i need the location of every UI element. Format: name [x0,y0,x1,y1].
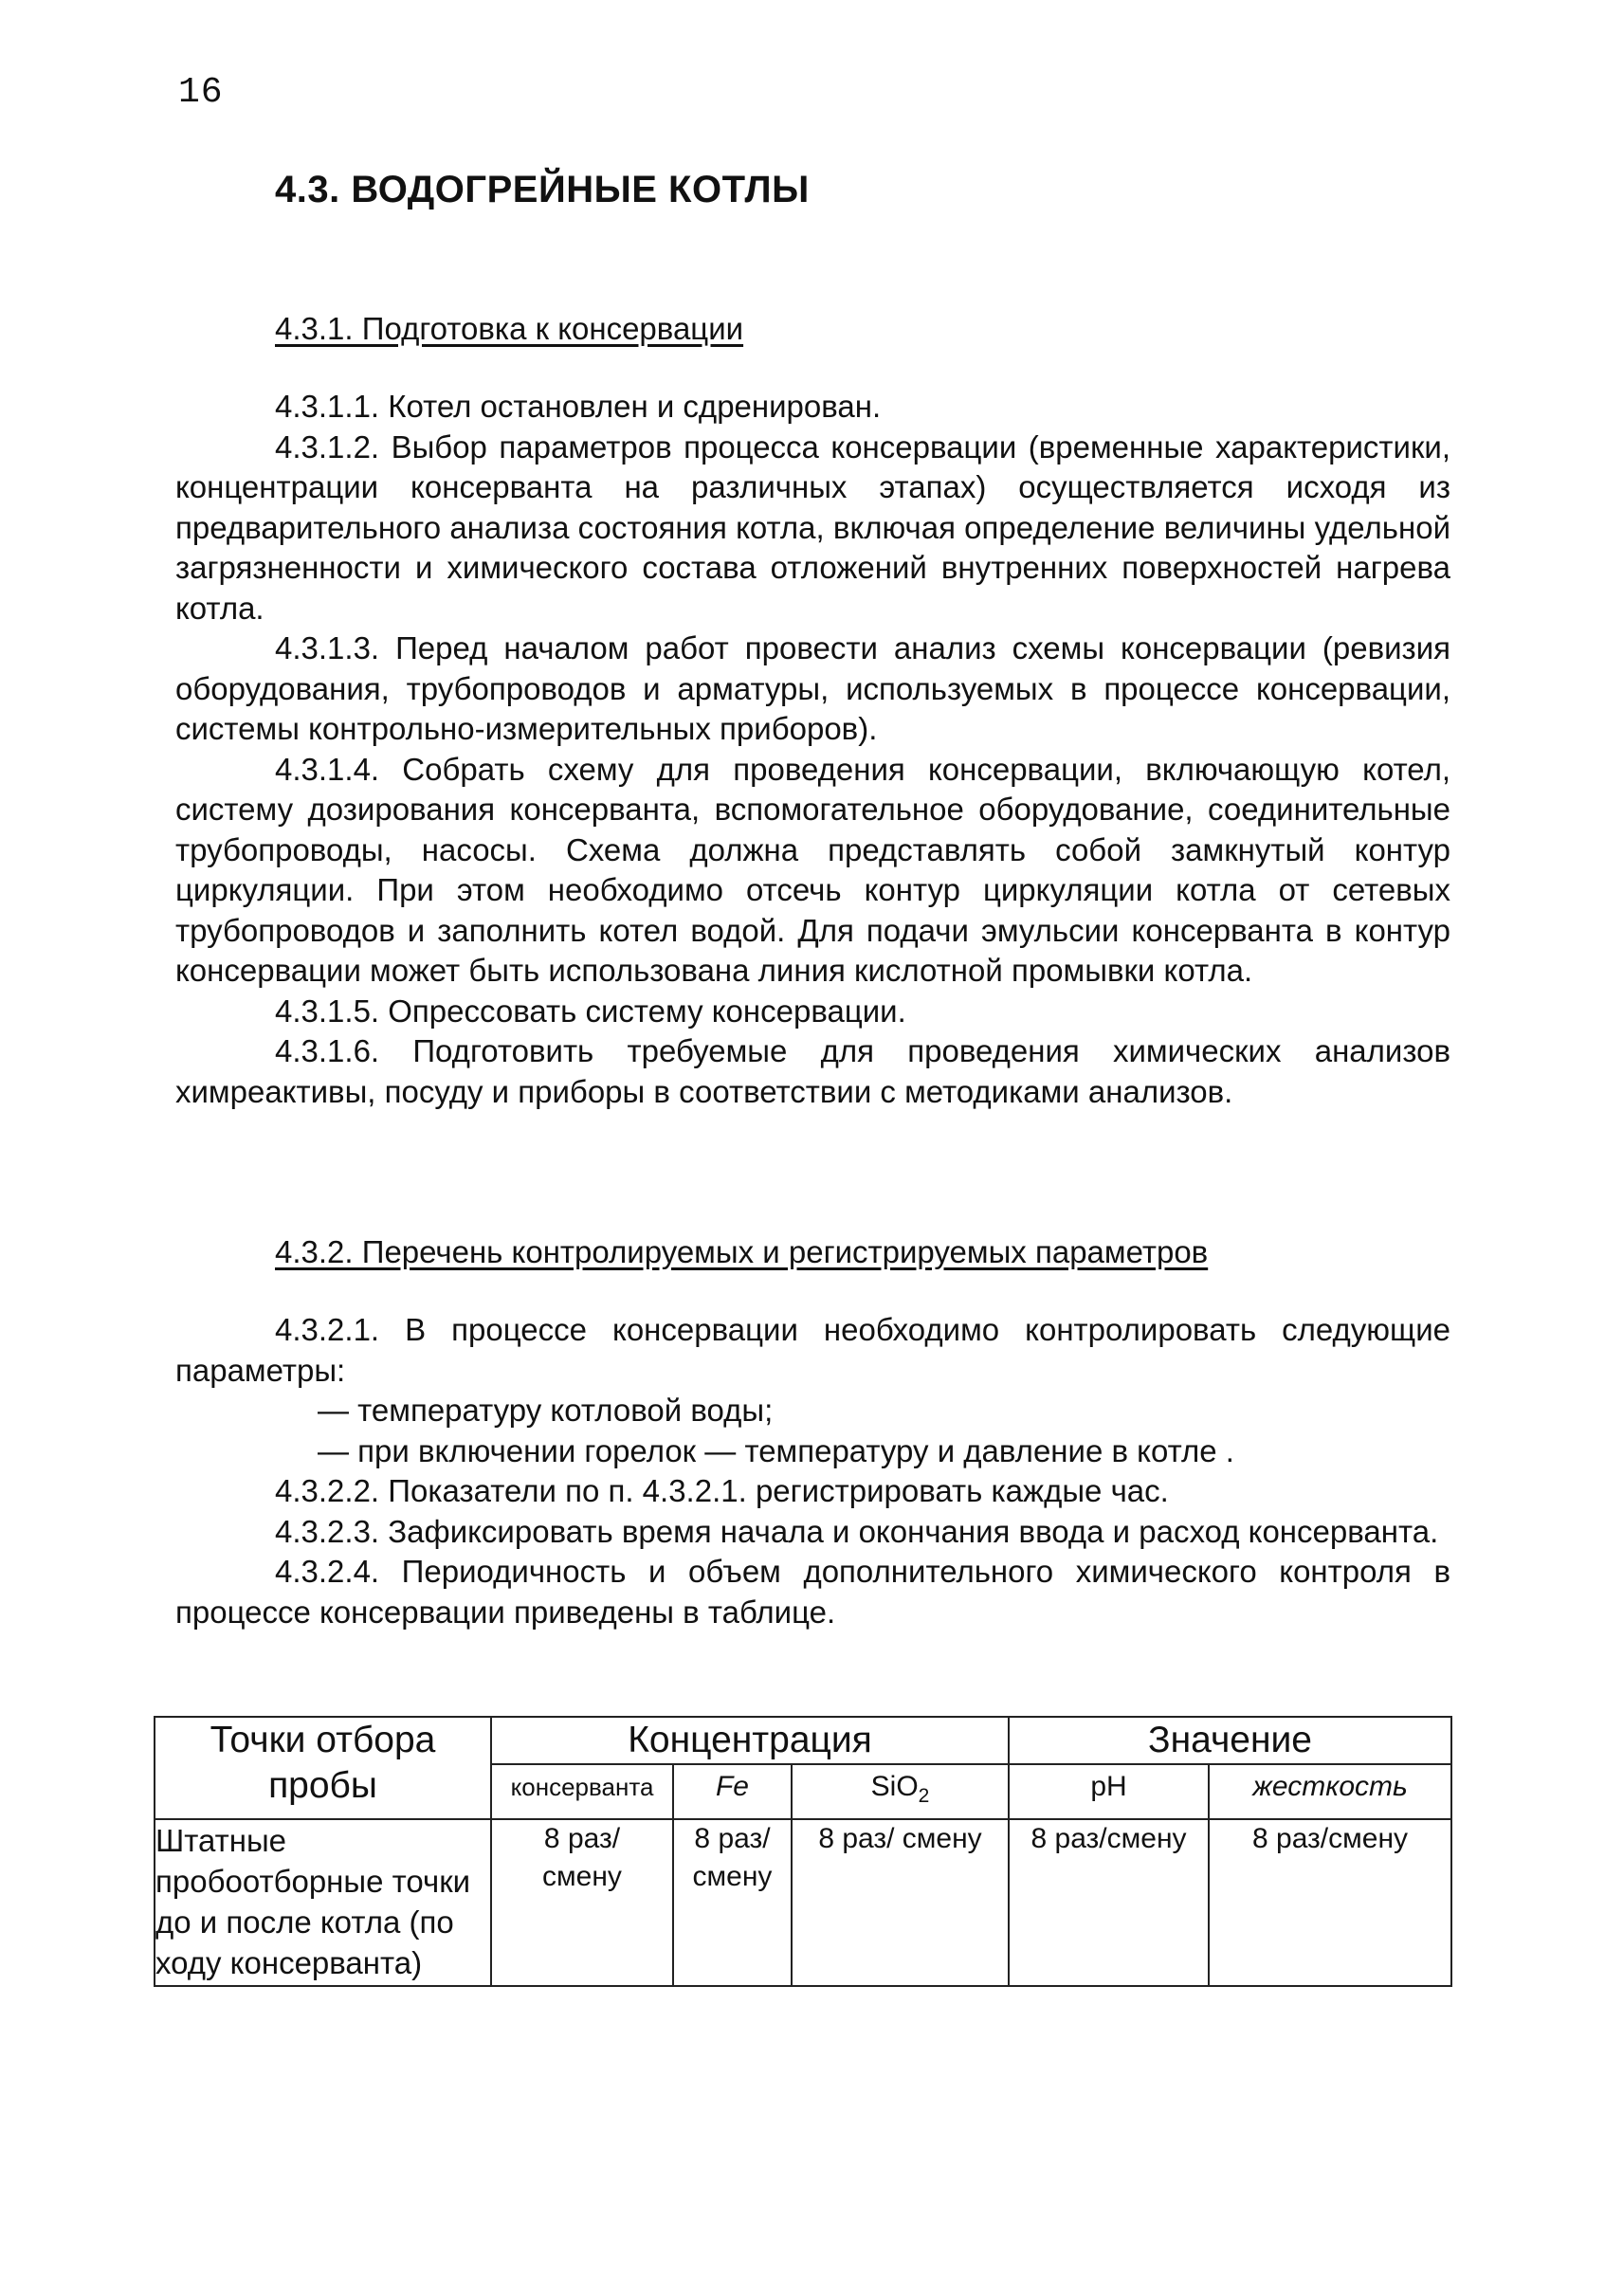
subsection-1-title: 4.3.1. Подготовка к консервации [275,311,744,346]
subsection-2-body [175,1310,1450,1632]
item-4-3-1-6: 4.3.1.6. Подготовить требуемые для проведения химических анализов химреактивы, посуду и приборы в соответствии с методиками анализов. [175,1033,1450,1109]
item-4-3-1-1: 4.3.1.1. Котел остановлен и сдренирован. [275,389,882,424]
item-4-3-2-1: 4.3.2.1. В процессе консервации необходимо контролировать следующие параметры: [175,1312,1450,1388]
page-number: 16 [178,72,224,113]
item-4-3-1-3: 4.3.1.3. Перед началом работ провести анализ схемы консервации (ревизия оборудования, трубопроводов и арматуры, используемых в процессе консервации, системы контрольно-измерительных приборов). [175,630,1450,746]
cell-hardness-frequency: 8 раз/смену [1209,1819,1451,1986]
item-4-3-2-3: 4.3.2.3. Зафиксировать время начала и окончания ввода и расход консерванта. [275,1513,1439,1549]
header-ph: pH [1009,1764,1209,1819]
table-row [155,1819,1451,1986]
header-sio2-index: 2 [918,1785,930,1807]
item-4-3-1-4: 4.3.1.4. Собрать схему для проведения консервации, включающую котел, систему дозирования консерванта, вспомогательное оборудование, соединительные трубопроводы, насосы. Схема должна представлять собой замкнутый контур циркуляции. При этом необходимо отсечь контур циркуляции котла от сетевых трубопроводов и заполнить котел водой. Для подачи эмульсии консерванта в контур консервации может быть использована линия кислотной промывки котла. [175,751,1450,988]
dash-item-burners: — при включении горелок — температуру и давление в котле . [318,1432,1234,1468]
section-title: 4.3. ВОДОГРЕЙНЫЕ КОТЛЫ [275,169,810,210]
item-4-3-2-4: 4.3.2.4. Периодичность и объем дополнительного химического контроля в процессе консервации приведены в таблице. [175,1554,1450,1630]
table-header-row-1 [155,1717,1451,1764]
cell-sio2-frequency: 8 раз/ смену [792,1819,1009,1986]
chemical-control-table [154,1716,1452,1987]
header-concentration: Концентрация [491,1717,1009,1764]
header-sio2-base: SiO [870,1771,919,1802]
dash-item-boiler-water-temp: — температуру котловой воды; [318,1393,774,1428]
header-sampling-points: Точки отбора пробы [155,1717,491,1819]
row-sampling-point: Штатные пробоотборные точки до и после котла (по ходу консерванта) [155,1819,491,1986]
subsection-1-body [175,387,1450,1112]
header-conservant: консерванта [491,1764,673,1819]
item-4-3-2-2: 4.3.2.2. Показатели по п. 4.3.2.1. регистрировать каждые час. [275,1473,1169,1508]
item-4-3-1-2: 4.3.1.2. Выбор параметров процесса консервации (временные характеристики, концентрации консерванта на различных этапах) осуществляется исходя из предварительного анализа состояния котла, включая определение величины удельной загрязненности и химического состава отложений внутренних поверхностей нагрева котла. [175,428,1450,626]
cell-fe-frequency: 8 раз/ смену [673,1819,792,1986]
item-4-3-1-5: 4.3.1.5. Опрессовать систему консервации. [275,993,906,1029]
header-fe: Fe [673,1764,792,1819]
header-hardness: жесткость [1209,1764,1451,1819]
subsection-2-title: 4.3.2. Перечень контролируемых и регистрируемых параметров [275,1234,1209,1269]
header-value: Значение [1009,1717,1451,1764]
header-sio2 [792,1764,1009,1819]
cell-ph-frequency: 8 раз/смену [1009,1819,1209,1986]
cell-conservant-frequency: 8 раз/ смену [491,1819,673,1986]
